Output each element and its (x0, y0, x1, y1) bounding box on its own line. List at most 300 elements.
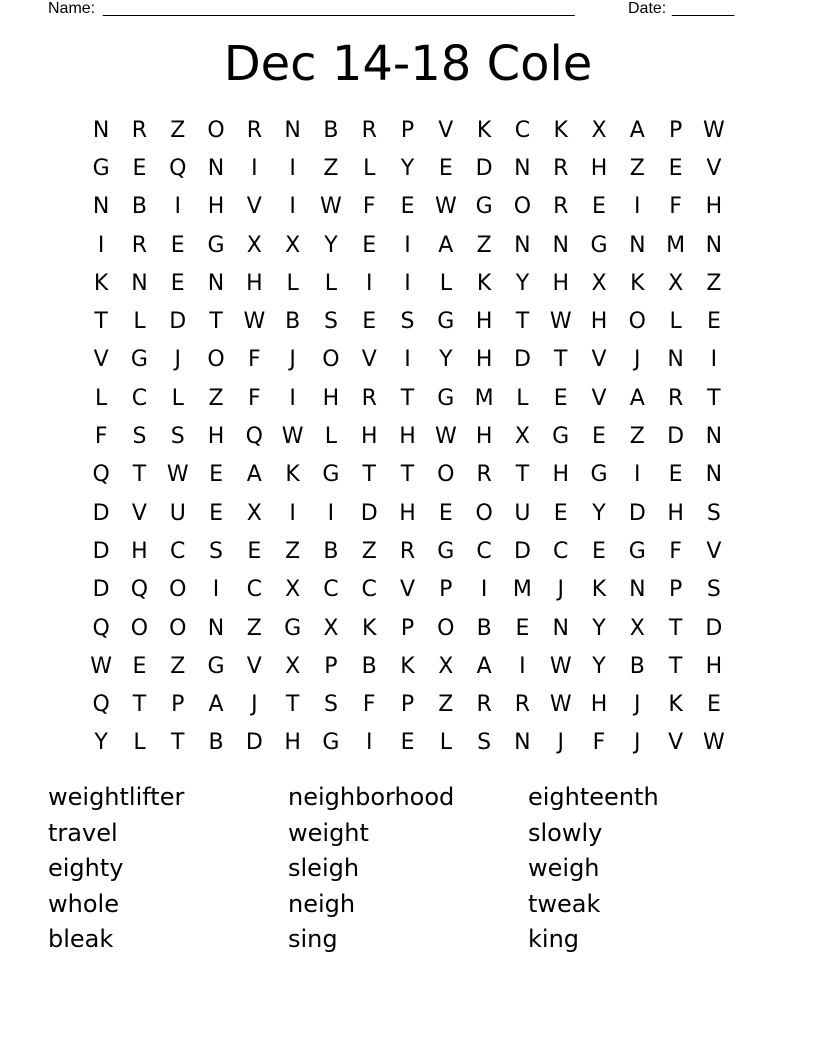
grid-letter[interactable]: I (251, 155, 258, 181)
grid-letter[interactable]: I (404, 232, 411, 258)
grid-letter[interactable]: P (400, 692, 415, 718)
grid-letter[interactable]: Z (476, 232, 492, 258)
grid-letter[interactable]: E (170, 270, 185, 296)
grid-letter[interactable]: B (208, 730, 224, 756)
grid-letter[interactable]: Y (439, 347, 453, 373)
grid-letter[interactable]: V (591, 385, 607, 411)
grid-letter[interactable]: L (324, 424, 338, 450)
grid-letter[interactable]: I (634, 462, 641, 488)
grid-letter[interactable]: D (667, 424, 685, 450)
grid-letter[interactable]: N (92, 117, 110, 143)
grid-letter[interactable]: V (706, 538, 722, 564)
grid-letter[interactable]: J (634, 730, 641, 756)
grid-letter[interactable]: G (552, 424, 570, 450)
grid-letter[interactable]: I (404, 270, 411, 296)
grid-letter[interactable]: N (705, 424, 723, 450)
grid-letter[interactable]: E (668, 462, 683, 488)
grid-letter[interactable]: G (92, 155, 110, 181)
grid-letter[interactable]: Z (361, 538, 377, 564)
grid-letter[interactable]: I (327, 500, 335, 526)
grid-letter[interactable]: L (286, 270, 299, 296)
grid-letter[interactable]: E (209, 462, 223, 488)
grid-letter[interactable]: B (323, 538, 339, 564)
grid-letter[interactable]: P (171, 692, 185, 718)
grid-letter[interactable]: E (515, 615, 530, 641)
grid-letter[interactable]: E (438, 500, 453, 526)
grid-letter[interactable]: W (434, 194, 457, 220)
grid-letter[interactable]: R (361, 385, 377, 411)
grid-letter[interactable]: H (360, 424, 378, 450)
grid-letter[interactable]: L (439, 270, 452, 296)
grid-letter[interactable]: C (476, 538, 492, 564)
word-list-item: neighborhood (288, 783, 455, 811)
grid-letter[interactable]: P (668, 577, 683, 603)
grid-letter[interactable]: N (514, 155, 531, 181)
grid-letter[interactable]: P (400, 615, 415, 641)
name-blank-line[interactable]: _____________________________________________________ (103, 0, 575, 17)
grid-letter[interactable]: H (705, 653, 723, 679)
grid-letter[interactable]: L (669, 309, 682, 335)
grid-letter[interactable]: W (281, 424, 304, 450)
grid-letter[interactable]: H (705, 194, 723, 220)
grid-letter[interactable]: V (668, 730, 684, 756)
grid-letter[interactable]: P (439, 577, 453, 603)
grid-letter[interactable]: D (475, 155, 493, 181)
grid-letter[interactable]: Y (94, 730, 108, 756)
grid-letter[interactable]: A (629, 385, 645, 411)
grid-letter[interactable]: I (289, 155, 296, 181)
grid-letter[interactable]: N (629, 577, 646, 603)
grid-letter[interactable]: E (400, 194, 415, 220)
grid-letter[interactable]: B (131, 194, 147, 220)
grid-letter[interactable]: W (166, 462, 189, 488)
word-list-item: slowly (528, 818, 603, 847)
grid-letter[interactable]: S (170, 424, 185, 450)
grid-letter[interactable]: E (592, 424, 606, 450)
grid-letter[interactable]: C (514, 117, 531, 143)
grid-letter[interactable]: Z (438, 692, 454, 718)
grid-letter[interactable]: N (131, 270, 148, 296)
grid-letter[interactable]: T (400, 385, 415, 411)
grid-letter[interactable]: N (284, 117, 301, 143)
grid-letter[interactable]: X (629, 615, 645, 641)
grid-letter[interactable]: B (361, 653, 377, 679)
grid-letter[interactable]: C (361, 577, 377, 603)
grid-letter[interactable]: G (207, 653, 225, 679)
grid-letter[interactable]: W (549, 692, 572, 718)
grid-letter[interactable]: E (362, 309, 377, 335)
grid-letter[interactable]: T (132, 692, 147, 718)
grid-letter[interactable]: L (439, 730, 452, 756)
grid-letter[interactable]: H (322, 385, 340, 411)
grid-letter[interactable]: G (130, 347, 148, 373)
grid-letter[interactable]: O (437, 462, 455, 488)
grid-letter[interactable]: G (437, 309, 455, 335)
grid-letter[interactable]: Y (515, 270, 530, 296)
grid-letter[interactable]: I (289, 385, 296, 411)
grid-letter[interactable]: H (552, 270, 569, 296)
grid-letter[interactable]: R (131, 117, 148, 143)
grid-letter[interactable]: J (289, 347, 296, 373)
grid-letter[interactable]: H (207, 194, 225, 220)
grid-letter[interactable]: A (629, 117, 645, 143)
grid-letter[interactable]: R (361, 117, 377, 143)
grid-letter[interactable]: P (400, 117, 415, 143)
grid-letter[interactable]: Z (285, 538, 301, 564)
grid-letter[interactable]: N (705, 232, 723, 258)
grid-letter[interactable]: A (246, 462, 262, 488)
grid-letter[interactable]: N (92, 194, 110, 220)
grid-letter[interactable]: X (438, 653, 454, 679)
grid-letter[interactable]: W (243, 309, 266, 335)
grid-letter[interactable]: V (361, 347, 377, 373)
grid-letter[interactable]: M (512, 577, 532, 603)
grid-letter[interactable]: E (592, 538, 606, 564)
grid-letter[interactable]: J (557, 730, 564, 756)
grid-letter[interactable]: K (93, 270, 109, 296)
grid-letter[interactable]: H (590, 155, 608, 181)
grid-letter[interactable]: T (515, 309, 530, 335)
grid-letter[interactable]: I (404, 347, 411, 373)
grid-letter[interactable]: D (513, 347, 531, 373)
grid-letter[interactable]: G (322, 730, 340, 756)
grid-letter[interactable]: H (475, 424, 493, 450)
grid-letter[interactable]: H (552, 462, 569, 488)
grid-letter[interactable]: Z (208, 385, 224, 411)
grid-letter[interactable]: Z (170, 117, 186, 143)
grid-letter[interactable]: T (285, 692, 300, 718)
grid-letter[interactable]: N (514, 730, 531, 756)
grid-letter[interactable]: Z (706, 270, 722, 296)
grid-letter[interactable]: T (668, 615, 683, 641)
grid-letter[interactable]: D (245, 730, 263, 756)
grid-letter[interactable]: E (132, 653, 147, 679)
grid-letter[interactable]: C (170, 538, 186, 564)
grid-letter[interactable]: R (514, 692, 531, 718)
grid-letter[interactable]: L (516, 385, 529, 411)
grid-letter[interactable]: N (705, 462, 723, 488)
word-list-item: sleigh (288, 854, 360, 882)
grid-letter[interactable]: W (434, 424, 457, 450)
grid-letter[interactable]: Z (323, 155, 339, 181)
grid-letter[interactable]: T (362, 462, 376, 488)
grid-letter[interactable]: B (629, 653, 645, 679)
grid-letter[interactable]: A (438, 232, 454, 258)
grid-letter[interactable]: E (706, 692, 721, 718)
grid-letter[interactable]: Y (324, 232, 338, 258)
grid-letter[interactable]: L (171, 385, 184, 411)
grid-letter[interactable]: N (667, 347, 684, 373)
grid-letter[interactable]: X (591, 117, 607, 143)
grid-letter[interactable]: B (323, 117, 339, 143)
grid-letter[interactable]: Q (92, 692, 110, 718)
grid-letter[interactable]: K (476, 270, 492, 296)
grid-letter[interactable]: W (320, 194, 342, 220)
grid-letter[interactable]: V (399, 577, 416, 603)
grid-letter[interactable]: X (285, 653, 301, 679)
grid-letter[interactable]: I (289, 194, 296, 220)
grid-letter[interactable]: R (399, 538, 416, 564)
grid-letter[interactable]: K (476, 117, 492, 143)
grid-letter[interactable]: O (207, 117, 225, 143)
grid-letter[interactable]: J (174, 347, 181, 373)
grid-letter[interactable]: G (590, 462, 608, 488)
word-list-item: sing (288, 925, 338, 953)
grid-letter[interactable]: A (476, 653, 492, 679)
grid-letter[interactable]: N (552, 615, 569, 641)
grid-letter[interactable]: I (480, 577, 488, 603)
grid-letter[interactable]: H (399, 424, 416, 450)
grid-letter[interactable]: N (207, 270, 225, 296)
grid-letter[interactable]: Z (629, 155, 645, 181)
grid-letter[interactable]: S (477, 730, 492, 756)
word-list-item: tweak (528, 889, 601, 918)
grid-letter[interactable]: K (285, 462, 300, 488)
grid-letter[interactable]: O (169, 615, 187, 641)
grid-letter[interactable]: O (169, 577, 187, 603)
grid-letter[interactable]: W (703, 730, 725, 756)
grid-letter[interactable]: E (170, 232, 185, 258)
grid-letter[interactable]: C (553, 538, 569, 564)
grid-letter[interactable]: H (131, 538, 148, 564)
grid-letter[interactable]: V (246, 653, 262, 679)
grid-letter[interactable]: K (630, 270, 645, 296)
grid-letter[interactable]: X (323, 615, 339, 641)
grid-letter[interactable]: K (591, 577, 607, 603)
grid-letter[interactable]: D (705, 615, 723, 641)
grid-letter[interactable]: K (400, 653, 415, 679)
grid-letter[interactable]: E (247, 538, 262, 564)
grid-letter[interactable]: N (207, 155, 225, 181)
grid-letter[interactable]: Y (592, 615, 606, 641)
grid-letter[interactable]: L (324, 270, 338, 296)
grid-letter[interactable]: H (399, 500, 416, 526)
header-line (48, 0, 748, 18)
grid-letter[interactable]: C (246, 577, 263, 603)
grid-letter[interactable]: R (476, 462, 492, 488)
grid-letter[interactable]: O (513, 194, 532, 220)
grid-letter[interactable]: C (323, 577, 339, 603)
grid-letter[interactable]: T (209, 309, 223, 335)
grid-letter[interactable]: D (169, 309, 187, 335)
grid-letter[interactable]: Q (92, 615, 110, 641)
grid-letter[interactable]: S (706, 500, 721, 526)
grid-letter[interactable]: R (246, 117, 262, 143)
grid-letter[interactable]: S (132, 424, 147, 450)
grid-letter[interactable]: R (667, 385, 684, 411)
grid-letter[interactable]: T (400, 462, 415, 488)
grid-letter[interactable]: K (553, 117, 568, 143)
grid-letter[interactable]: Z (170, 653, 186, 679)
grid-letter[interactable]: E (438, 155, 453, 181)
grid-letter[interactable]: H (590, 692, 608, 718)
grid-letter[interactable]: I (212, 577, 220, 603)
grid-letter[interactable]: F (362, 194, 376, 220)
word-list-item: eighty (48, 854, 124, 882)
grid-letter[interactable]: I (365, 730, 373, 756)
grid-letter[interactable]: G (207, 232, 225, 258)
grid-letter[interactable]: F (94, 424, 108, 450)
grid-letter[interactable]: M (666, 232, 686, 258)
grid-letter[interactable]: Q (245, 424, 263, 450)
grid-letter[interactable]: H (207, 424, 225, 450)
grid-letter[interactable]: O (207, 347, 225, 373)
grid-letter[interactable]: F (669, 194, 682, 220)
grid-letter[interactable]: D (92, 577, 110, 603)
grid-letter[interactable]: S (209, 538, 224, 564)
grid-letter[interactable]: Y (592, 653, 606, 679)
grid-letter[interactable]: R (553, 194, 569, 220)
word-list-item: weightlifter (48, 783, 185, 811)
grid-letter[interactable]: G (322, 462, 340, 488)
grid-letter[interactable]: T (668, 653, 683, 679)
grid-letter[interactable]: Z (629, 424, 645, 450)
grid-letter[interactable]: E (553, 500, 568, 526)
grid-letter[interactable]: R (131, 232, 148, 258)
grid-letter[interactable]: O (437, 615, 455, 641)
grid-letter[interactable]: I (634, 194, 641, 220)
grid-letter[interactable]: S (323, 309, 338, 335)
grid-letter[interactable]: L (133, 730, 146, 756)
grid-letter[interactable]: Z (246, 615, 262, 641)
grid-letter[interactable]: L (95, 385, 108, 411)
grid-letter[interactable]: K (362, 615, 377, 641)
grid-letter[interactable]: E (209, 500, 223, 526)
grid-letter[interactable]: X (285, 577, 301, 603)
grid-letter[interactable]: G (284, 615, 302, 641)
grid-letter[interactable]: G (628, 538, 646, 564)
grid-letter[interactable]: G (590, 232, 608, 258)
grid-letter[interactable]: D (92, 538, 110, 564)
grid-letter[interactable]: J (251, 692, 258, 718)
grid-letter[interactable]: O (130, 615, 149, 641)
grid-letter[interactable]: H (284, 730, 301, 756)
grid-letter[interactable]: O (475, 500, 493, 526)
grid-letter[interactable]: W (549, 653, 572, 679)
grid-letter[interactable]: I (97, 232, 105, 258)
grid-letter[interactable]: Y (400, 155, 415, 181)
grid-letter[interactable]: N (207, 615, 225, 641)
grid-letter[interactable]: B (285, 309, 301, 335)
grid-letter[interactable]: S (323, 692, 338, 718)
grid-letter[interactable]: P (668, 117, 683, 143)
grid-letter[interactable]: N (629, 232, 646, 258)
grid-letter[interactable]: V (438, 117, 454, 143)
grid-letter[interactable]: V (131, 500, 147, 526)
grid-letter[interactable]: I (174, 194, 181, 220)
grid-letter[interactable]: R (476, 692, 492, 718)
grid-letter[interactable]: K (668, 692, 683, 718)
grid-letter[interactable]: D (628, 500, 646, 526)
word-list-item: weight (288, 818, 369, 847)
grid-letter[interactable]: G (475, 194, 493, 220)
grid-letter[interactable]: J (634, 692, 641, 718)
grid-letter[interactable]: V (246, 194, 262, 220)
grid-letter[interactable]: F (248, 347, 261, 373)
grid-letter[interactable]: V (706, 155, 722, 181)
grid-letter[interactable]: C (131, 385, 148, 411)
grid-letter[interactable]: W (549, 309, 572, 335)
grid-letter[interactable]: M (474, 385, 494, 411)
grid-letter[interactable]: N (514, 232, 531, 258)
grid-letter[interactable]: X (246, 500, 262, 526)
grid-letter[interactable]: F (669, 538, 682, 564)
grid-letter[interactable]: E (400, 730, 415, 756)
grid-letter[interactable]: F (592, 730, 606, 756)
grid-letter[interactable]: H (590, 309, 608, 335)
grid-letter[interactable]: S (400, 309, 415, 335)
grid-letter[interactable]: T (94, 309, 108, 335)
grid-letter[interactable]: T (171, 730, 185, 756)
grid-letter[interactable]: N (552, 232, 569, 258)
grid-letter[interactable]: E (706, 309, 721, 335)
grid-letter[interactable]: T (707, 385, 721, 411)
grid-letter[interactable]: T (132, 462, 147, 488)
grid-letter[interactable]: E (668, 155, 683, 181)
grid-letter[interactable]: B (476, 615, 492, 641)
grid-letter[interactable]: I (710, 347, 718, 373)
grid-letter[interactable]: D (92, 500, 110, 526)
grid-letter[interactable]: L (133, 309, 146, 335)
date-blank-line[interactable]: _______ (672, 0, 735, 17)
grid-letter[interactable]: D (360, 500, 378, 526)
grid-letter[interactable]: E (362, 232, 377, 258)
grid-letter[interactable]: E (553, 385, 568, 411)
grid-letter[interactable]: Q (169, 155, 187, 181)
grid-letter[interactable]: A (208, 692, 224, 718)
grid-letter[interactable]: R (553, 155, 569, 181)
grid-letter[interactable]: J (557, 577, 564, 603)
grid-letter[interactable]: U (169, 500, 186, 526)
grid-letter[interactable]: P (324, 653, 338, 679)
grid-letter[interactable]: Q (92, 462, 110, 488)
grid-letter[interactable]: F (362, 692, 376, 718)
grid-letter[interactable]: V (591, 347, 607, 373)
grid-letter[interactable]: H (246, 270, 263, 296)
grid-letter[interactable]: S (706, 577, 721, 603)
grid-letter[interactable]: I (365, 270, 373, 296)
grid-letter[interactable]: H (667, 500, 684, 526)
grid-letter[interactable]: Y (592, 500, 606, 526)
grid-letter[interactable]: X (246, 232, 262, 258)
grid-letter[interactable]: X (514, 424, 530, 450)
grid-letter[interactable]: E (132, 155, 147, 181)
grid-letter[interactable]: I (519, 653, 526, 679)
grid-letter[interactable]: X (591, 270, 607, 296)
grid-letter[interactable]: E (592, 194, 606, 220)
grid-letter[interactable]: J (634, 347, 641, 373)
grid-letter[interactable]: H (475, 347, 493, 373)
grid-letter[interactable]: L (363, 155, 376, 181)
grid-letter[interactable]: V (93, 347, 109, 373)
grid-letter[interactable]: W (703, 117, 725, 143)
grid-letter[interactable]: H (475, 309, 493, 335)
grid-letter[interactable]: X (668, 270, 684, 296)
grid-letter[interactable]: G (437, 385, 455, 411)
grid-letter[interactable]: G (437, 538, 455, 564)
grid-letter[interactable]: O (628, 309, 646, 335)
grid-letter[interactable]: I (289, 500, 296, 526)
grid-letter[interactable]: U (514, 500, 531, 526)
grid-letter[interactable]: D (513, 538, 531, 564)
grid-letter[interactable]: W (90, 653, 113, 679)
grid-letter[interactable]: T (515, 462, 530, 488)
grid-letter[interactable]: Q (130, 577, 149, 603)
grid-letter[interactable]: X (285, 232, 301, 258)
grid-letter[interactable]: O (322, 347, 340, 373)
grid-letter[interactable]: F (248, 385, 261, 411)
grid-letter[interactable]: T (553, 347, 568, 373)
